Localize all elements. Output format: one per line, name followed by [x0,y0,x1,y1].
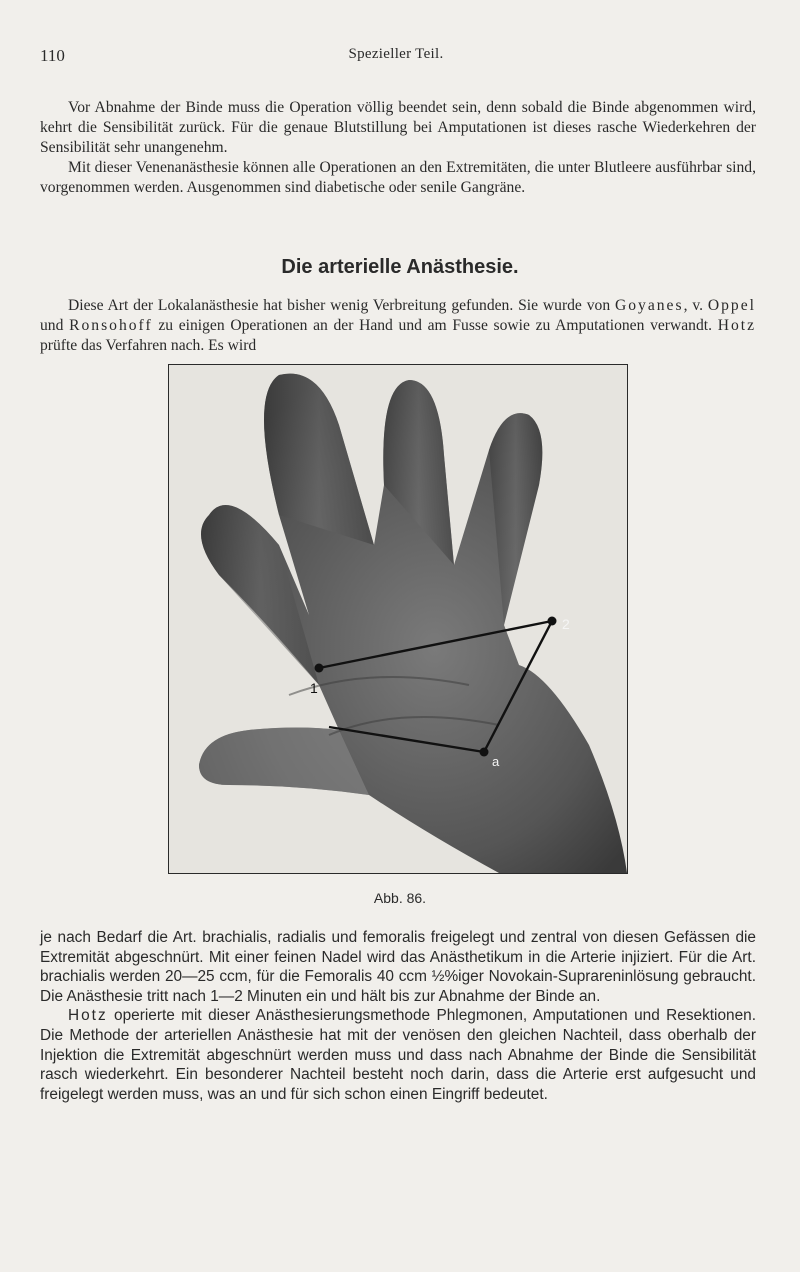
label-1: 1 [310,680,318,696]
point-2-marker [548,617,557,626]
author-name: Hotz [68,1007,108,1025]
author-name: Ronsohoff [69,317,153,334]
point-3-marker [480,748,489,757]
section-text [40,296,756,356]
page-header [40,46,752,70]
running-head: Spezieller Teil. [348,46,444,62]
paragraph: Hotz operierte mit dieser Anästhesierungsmethode Phlegmonen, Amputationen und Resektionen. Die Methode der arteriellen Anästhesie hat mit der venösen den gleichen Nachteil, dass oberhalb der Injektion die Extremität abgeschnürt werden muss und dass nach Abnahme der Binde die Sensibilität rasch wiederkehrt. Ein besonderer Nachteil besteht noch darin, dass die Arterie erst aufgesucht und freigelegt werden muss, was an und für sich schon einen Eingriff bedeutet. [40,1007,756,1103]
point-1-marker [315,664,324,673]
author-name: Goyanes [614,297,684,314]
section-title: Die arterielle Anästhesie. [281,256,519,278]
author-name: Hotz [717,317,756,334]
intro-text [40,98,756,198]
page-number: 110 [40,46,65,65]
paragraph: Mit dieser Venenanästhesie können alle Operationen an den Extremitäten, die unter Blutleere ausführbar sind, vorgenommen werden. Ausgenommen sind diabetische oder senile Gangräne. [40,159,756,196]
paragraph: Vor Abnahme der Binde muss die Operation völlig beendet sein, denn sobald die Binde abgenommen wird, kehrt die Sensibilität zurück. Für die genaue Blutstillung bei Amputationen ist dieses rasche Wiederkehren der Sensibilität sehr unangenehm. [40,99,756,156]
author-name: Oppel [707,297,756,314]
lower-text [40,928,756,1104]
figure-caption: Abb. 86. [373,890,427,906]
paragraph: je nach Bedarf die Art. brachialis, radialis und femoralis freigelegt und zentral von diesen Gefässen die Extremität abgeschnürt. Mit einer feinen Nadel wird das Anästhetikum in die Arterie injiziert. Für die Art. brachialis werden 20—25 ccm, für die Femoralis 40 ccm ½%iger Novokain-Suprareninlösung gebraucht. Die Anästhesie tritt nach 1—2 Minuten ein und hält bis zur Abnahme der Binde an. [40,929,756,1005]
label-3: a [492,754,500,769]
hand-photograph [168,364,628,874]
label-2: 2 [562,616,570,632]
paragraph: Diese Art der Lokalanästhesie hat bisher wenig Verbreitung gefunden. Sie wurde von Goyanes, v. Oppel und Ronsohoff zu einigen Operationen an der Hand und am Fusse sowie zu Amputationen verwandt. Hotz prüfte das Verfahren nach. Es wird [40,297,756,354]
